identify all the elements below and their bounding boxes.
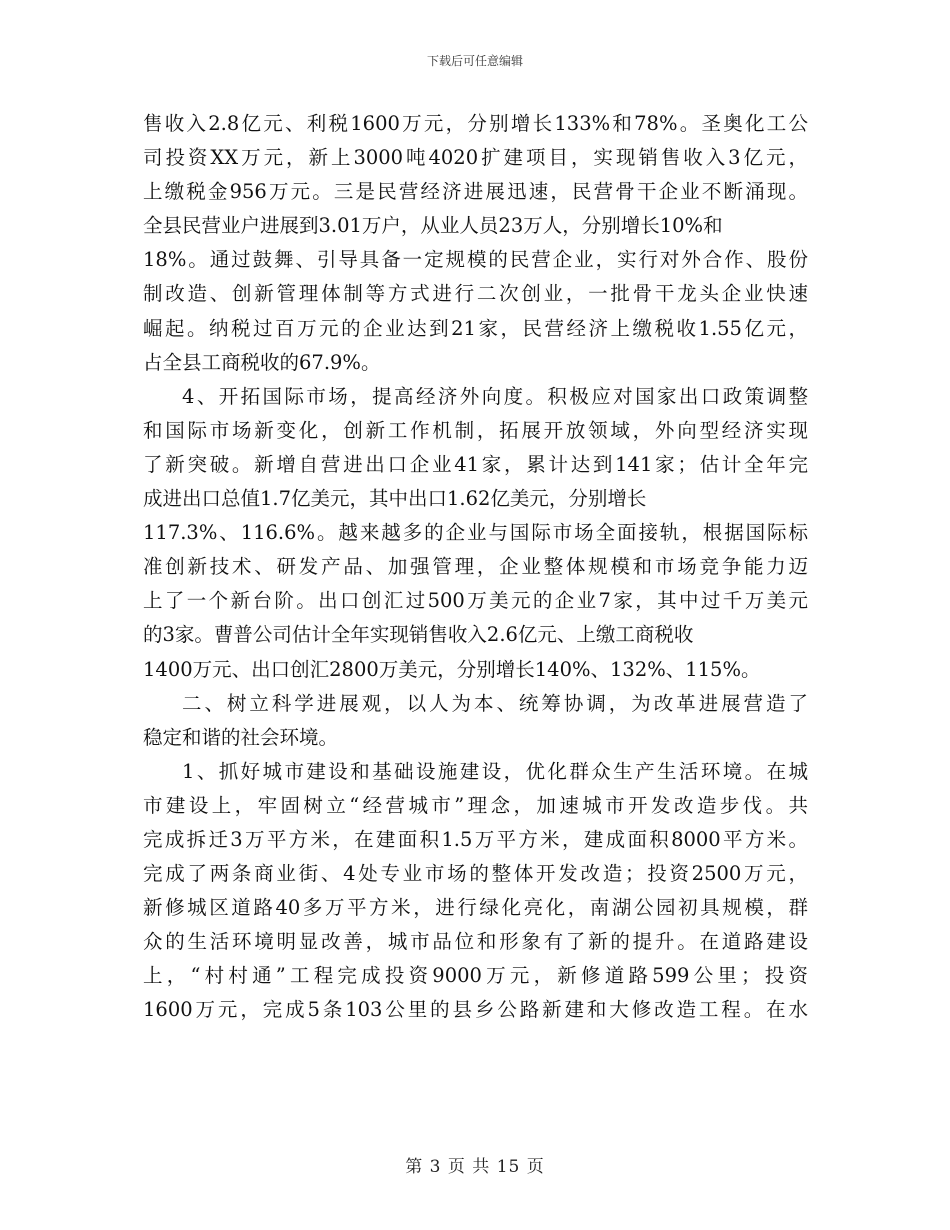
text-line: 众的生活环境明显改善，城市品位和形象有了新的提升。在道路建设 [143,930,808,954]
page-header: 下载后可任意编辑 [426,54,523,68]
document-body [143,107,808,1028]
text-line: 上了一个新台阶。出口创汇过500万美元的企业7家，其中过千万美元 [143,589,808,613]
text-line: 制改造、创新管理体制等方式进行二次创业，一批骨干龙头企业快速 [143,282,808,306]
text-line: 1400万元、出口创汇2800万美元，分别增长140%、132%、115%。 [143,657,761,681]
text-line: 市建设上，牢固树立“经营城市”理念，加速城市开发改造步伐。共 [143,793,808,817]
text-line: 上缴税金956万元。三是民营经济进展迅速，民营骨干企业不断涌现。 [143,180,808,204]
text-line: 18%。通过鼓舞、引导具备一定规模的民营企业，实行对外合作、股份 [143,248,808,272]
text-line: 1600万元，完成5条103公里的县乡公路新建和大修改造工程。在水 [143,998,808,1022]
text-line: 和国际市场新变化，创新工作机制，拓展开放领域，外向型经济实现 [143,418,808,442]
text-line: 全县民营业户进展到3.01万户，从业人员23万人，分别增长10%和 [143,214,723,238]
text-line: 成进出口总值1.7亿美元，其中出口1.62亿美元，分别增长 [143,487,647,511]
text-line: 完成了两条商业街、4处专业市场的整体开发改造；投资2500万元， [143,862,808,886]
page-footer: 第 3 页 共 15 页 [405,1157,545,1177]
text-line: 117.3%、116.6%。越来越多的企业与国际市场全面接轨，根据国际标 [143,521,808,545]
text-line: 稳定和谐的社会环境。 [143,725,339,749]
text-line: 二、树立科学进展观，以人为本、统筹协调，为改革进展营造了 [182,691,808,715]
text-line: 崛起。纳税过百万元的企业达到21家，民营经济上缴税收1.55亿元， [143,316,808,340]
text-line: 售收入2.8亿元、利税1600万元，分别增长133%和78%。圣奥化工公 [143,112,808,135]
text-line: 新修城区道路40多万平方米，进行绿化亮化，南湖公园初具规模，群 [143,896,808,920]
text-line: 1、抓好城市建设和基础设施建设，优化群众生产生活环境。在城 [182,759,808,783]
text-line: 上，“村村通”工程完成投资9000万元，新修道路599公里；投资 [143,964,808,988]
text-line: 完成拆迁3万平方米，在建面积1.5万平方米，建成面积8000平方米。 [143,827,808,851]
text-line: 准创新技术、研发产品、加强管理，企业整体规模和市场竞争能力迈 [143,555,808,579]
text-line: 了新突破。新增自营进出口企业41家，累计达到141家；估计全年完 [143,452,808,476]
text-line: 占全县工商税收的67.9%。 [143,350,381,374]
text-line: 4、开拓国际市场，提高经济外向度。积极应对国家出口政策调整 [182,384,808,408]
text-line: 司投资XX万元，新上3000吨4020扩建项目，实现销售收入3亿元， [143,146,808,170]
text-line: 的3家。曹普公司估计全年实现销售收入2.6亿元、上缴工商税收 [143,623,694,647]
